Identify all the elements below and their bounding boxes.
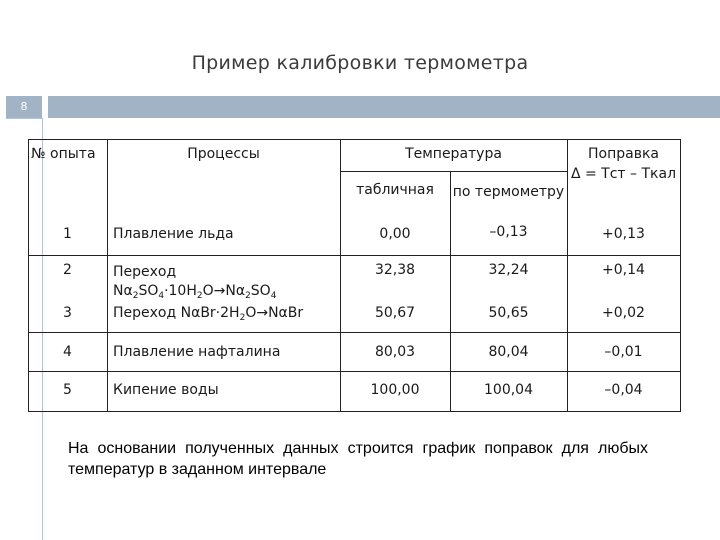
table-rule bbox=[28, 255, 681, 256]
slide-title: Пример калибровки термометра bbox=[191, 52, 529, 74]
header-temperature: Температура bbox=[405, 146, 502, 162]
header-processes: Процессы bbox=[187, 146, 260, 162]
row-1-correction: +0,13 bbox=[602, 226, 645, 242]
table-border-bottom bbox=[28, 411, 681, 412]
row-1-thermometer: –0,13 bbox=[489, 224, 528, 240]
row-4-process: Плавление нафталина bbox=[113, 344, 281, 360]
header-correction: Поправка bbox=[588, 146, 659, 162]
header-bar bbox=[48, 96, 720, 118]
table-col-rule bbox=[107, 139, 108, 412]
conclusion-note: На основании полученных данных строится график поправок для любых температур в заданном интервале bbox=[68, 440, 648, 478]
divider bbox=[42, 118, 43, 540]
header-by-thermometer: по термометру bbox=[452, 184, 565, 200]
table-rule bbox=[28, 332, 681, 333]
row-3-tabular: 50,67 bbox=[374, 305, 416, 321]
row-2-no: 2 bbox=[63, 262, 72, 278]
header-correction-formula: Δ = Тст – Ткал bbox=[570, 166, 677, 182]
row-2-process-line1: Переход bbox=[113, 264, 177, 280]
row-1-no: 1 bbox=[63, 226, 72, 242]
row-5-correction: –0,04 bbox=[604, 382, 643, 398]
row-2-tabular: 32,38 bbox=[374, 262, 416, 278]
row-4-tabular: 80,03 bbox=[374, 344, 416, 360]
row-3-no: 3 bbox=[63, 305, 72, 321]
row-1-tabular: 0,00 bbox=[379, 226, 411, 242]
row-3-process: Переход $N\alpha Br\cdot 2H_2O\to N\alpha Br$ bbox=[113, 305, 304, 323]
row-5-tabular: 100,00 bbox=[370, 382, 420, 398]
row-4-no: 4 bbox=[63, 344, 72, 360]
row-5-no: 5 bbox=[63, 382, 72, 398]
header-experiment-no: № опыта bbox=[31, 146, 96, 162]
divider bbox=[6, 118, 42, 119]
row-5-process: Кипение воды bbox=[113, 382, 219, 398]
row-3-thermometer: 50,65 bbox=[488, 305, 529, 321]
slide-number: 8 bbox=[6, 96, 42, 118]
row-2-correction: +0,14 bbox=[602, 262, 645, 278]
table-border-right bbox=[680, 139, 681, 412]
row-4-correction: –0,01 bbox=[604, 344, 643, 360]
row-3-correction: +0,02 bbox=[602, 305, 645, 321]
table-rule bbox=[28, 371, 681, 372]
table-col-rule bbox=[450, 171, 451, 412]
row-5-thermometer: 100,04 bbox=[484, 382, 533, 398]
table-border-top bbox=[28, 139, 681, 140]
row-4-thermometer: 80,04 bbox=[488, 344, 529, 360]
header-tabular: табличная bbox=[356, 182, 434, 198]
row-2-process-line2: $N\alpha_2SO_4\cdot 10H_2O\to N\alpha_2SO_4$ bbox=[113, 283, 277, 301]
row-2-thermometer: 32,24 bbox=[488, 262, 529, 278]
temperature-subheader-rule bbox=[340, 171, 567, 172]
row-1-process: Плавление льда bbox=[113, 226, 234, 242]
